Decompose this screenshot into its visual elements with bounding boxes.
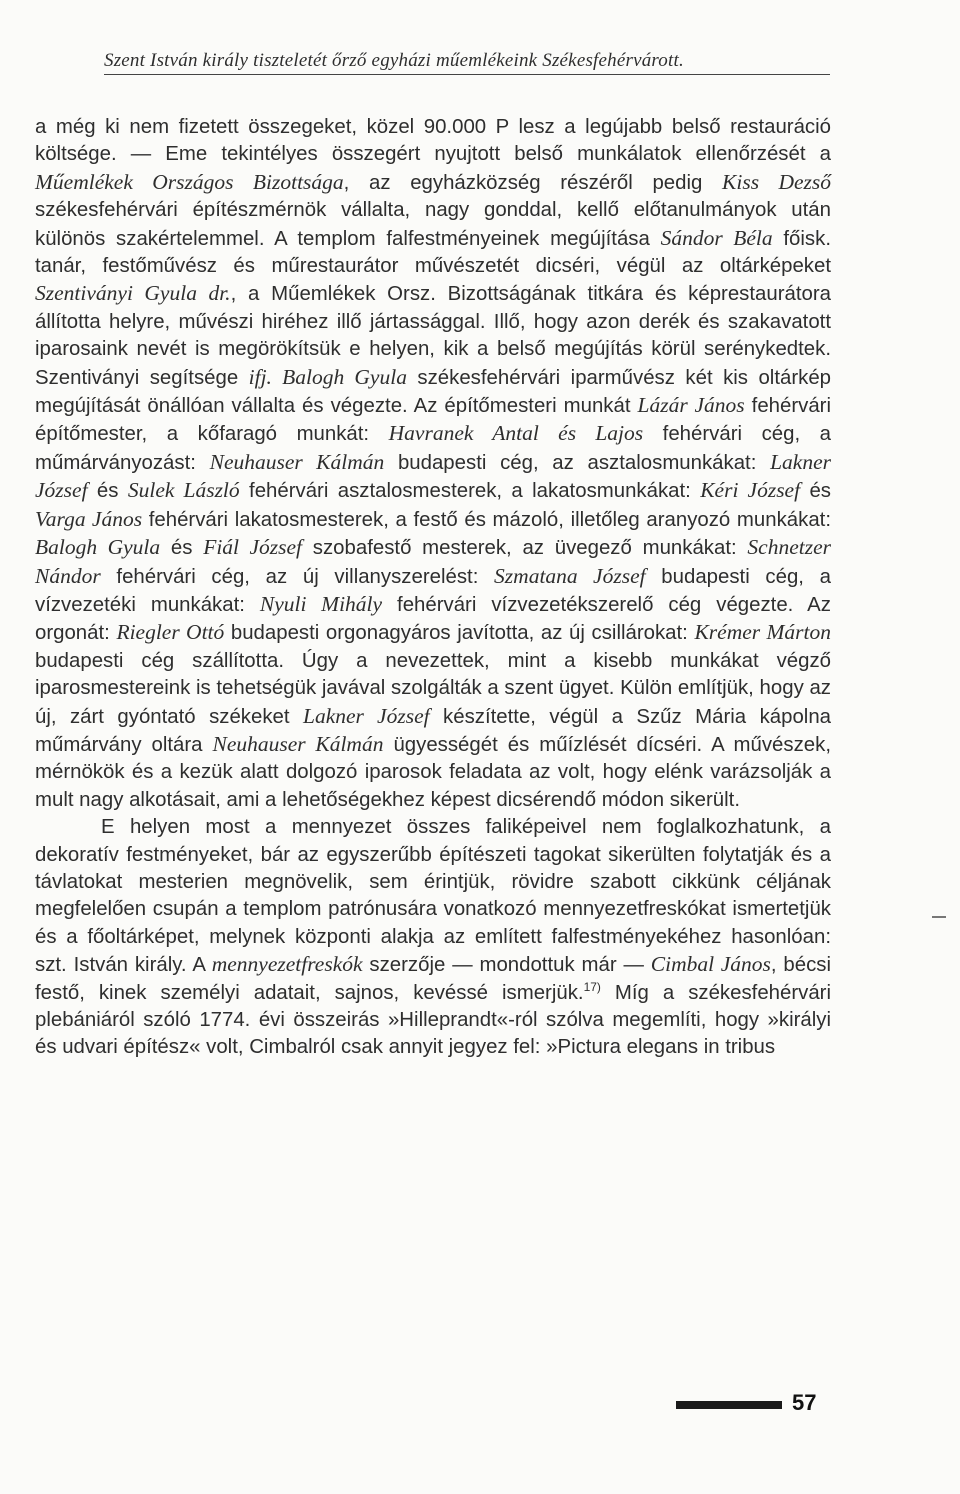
page-footer — [676, 1390, 816, 1416]
text-run: készítette, végül a Szűz Mária kápolna műmárvány oltára — [35, 705, 831, 756]
text-run: szobafestő mesterek, az üvegező munkákat: — [302, 537, 748, 560]
text-run: szerzője — mondottuk már — — [362, 954, 651, 977]
italic-name: Kéri József — [700, 478, 801, 503]
footnote-ref: 17) — [583, 979, 601, 994]
text-run: főisk. tanár, festőművész és műrestaurátor művészetét dicséri, végül az oltárképeket — [35, 227, 831, 278]
italic-name: Balogh Gyula — [35, 535, 161, 560]
italic-name: Krémer Márton — [694, 620, 831, 645]
text-run: a még ki nem fizetett összegeket, közel 90.000 P lesz a legújabb belső restauráció költsége. — Eme tekintélyes összegért nyujtott belső munkálatok ellenőrzését a — [35, 116, 831, 166]
italic-name: Lázár János — [637, 393, 745, 418]
italic-name: Szmatana József — [494, 563, 646, 588]
margin-mark — [932, 916, 946, 918]
italic-name: mennyezetfreskók — [211, 952, 363, 977]
footer-rule — [676, 1401, 782, 1409]
italic-name: Lakner József — [302, 703, 430, 728]
italic-name: Szentiványi Gyula dr. — [35, 281, 231, 306]
text-run: fehérvári cég, az új villanyszerelést: — [100, 565, 495, 588]
italic-name: Cimbal János — [650, 952, 771, 977]
italic-name: Nyuli Mihály — [259, 591, 383, 616]
text-run: budapesti orgonagyáros javította, az új csillárokat: — [224, 622, 695, 645]
page-number: 57 — [792, 1390, 817, 1415]
text-run: székesfehérvári iparművész két kis oltárkép megújítását önállóan vállalta és végezte. Az építőmesteri munkát — [35, 366, 832, 418]
italic-name: Kiss Dezső — [722, 169, 831, 194]
text-run: Míg a székesfehérvári plebániáról szóló 1774. évi összeirás »Hilleprandt«-ról szólva megemlíti, hogy »királyi és udvari építész« volt, Cimbalról csak annyit jegyez fel: »Pictura elegans in tribus — [35, 981, 831, 1059]
text-run: budapesti cég, az asztalosmunkákat: — [384, 451, 771, 474]
text-run: és — [800, 480, 831, 503]
text-run: , az egyházközség részéről pedig — [343, 171, 723, 194]
text-run: fehérvári építőmester, a kőfaragó munkát: — [35, 395, 831, 446]
text-run: és — [87, 480, 128, 503]
text-run: fehérvári lakatosmesterek, a festő és mázoló, illetőleg aranyozó munkákat: — [142, 508, 831, 531]
italic-name: Neuhauser Kálmán — [212, 731, 384, 756]
paragraph-1 — [35, 114, 831, 814]
text-run: ügyességét és műízlését dícséri. A művészek, mérnökök és a kezük alatt dolgozó iparosok feladata az volt, hogy elénk varázsolják a mult nagy alkotásait, ami a lehetőségekhez képest dicsérendő módon sikerült. — [35, 733, 831, 811]
text-run: budapesti cég szállította. Úgy a nevezettek, mint a kisebb munkákat végző iparosmestereink is tehetségük javával szolgálták a szent ügyet. Külön említjük, hogy az új, zárt gyóntató székeket — [35, 649, 831, 728]
italic-name: Sulek László — [127, 478, 240, 503]
text-run: székesfehérvári építészmérnök vállalta, nagy gonddal, kellő előtanulmányok után különös szakértelemmel. A templom falfestményeinek megújítása — [35, 199, 831, 250]
italic-name: Műemlékek Országos Bizottsága — [35, 169, 344, 194]
text-run: fehérvári vízvezetékszerelő cég végezte. Az orgonát: — [35, 593, 831, 645]
text-run: budapesti cég, a vízvezetéki munkákat: — [35, 565, 831, 616]
text-run: fehérvári asztalosmesterek, a lakatosmunkákat: — [239, 480, 701, 503]
body-text — [35, 114, 831, 1062]
italic-name: Varga János — [35, 506, 143, 531]
paragraph-2 — [35, 814, 831, 1062]
italic-name: Havranek Antal és Lajos — [388, 421, 644, 446]
italic-name: Lakner József — [35, 449, 831, 503]
text-run: és — [160, 537, 204, 560]
running-header: Szent István király tiszteletét őrző egyházi műemlékeink Székesfehérvárott. — [104, 50, 830, 75]
italic-name: Riegler Ottó — [116, 620, 225, 645]
text-run: , bécsi festő, kinek személyi adatait, sajnos, kevéssé ismerjük. — [35, 954, 831, 1004]
italic-name: Neuhauser Kálmán — [209, 449, 385, 474]
italic-name: Schnetzer Nándor — [35, 535, 832, 588]
italic-name: ifj. Balogh Gyula — [248, 364, 407, 389]
text-run: , a Műemlékek Orsz. Bizottságának titkára és képrestaurátora állította helyre, művészi hiréhez illő jártassággal. Illő, hogy azon derék és szakavatott iparosaink nevét is megörökítsük e helyen, kik a belső megújítás körül serénykedtek. Szentiványi segítsége — [35, 283, 831, 389]
italic-name: Fiál József — [203, 535, 303, 560]
text-run: E helyen most a mennyezet összes faliképeivel nem foglalkozhatunk, a dekoratív festményeket, bár az egyszerűbb építészeti tagokat sikerülten folytatják és a távlatokat mesterien megnövelik, sem érintjük, rövidre szabott cikkünk céljának megfelelően csupán a templom patrónusára vonatkozó mennyezetfreskókat ismertetjük és a főoltárképet, melynek központi alakja az említett falfestményekéhez hasonlóan: szt. István király. A — [35, 816, 831, 977]
italic-name: Sándor Béla — [660, 225, 773, 250]
text-run: fehérvári cég, a műmárványozást: — [35, 423, 832, 474]
